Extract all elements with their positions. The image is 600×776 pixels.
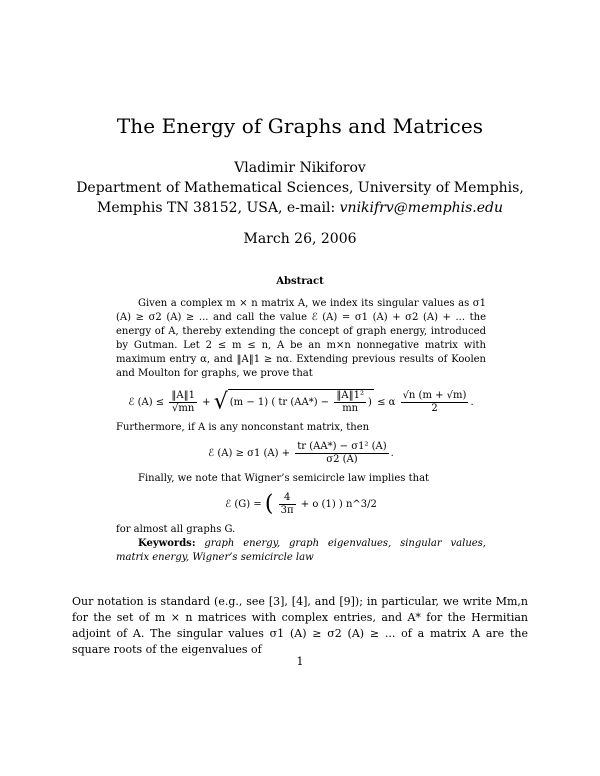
body-paragraph: Our notation is standard (e.g., see [3], [4], and [9]); in particular, we write Mm,n for the set of m × n matrices with complex entries, and A* for the Hermitian adjoint of A. The singular values σ1 (A) ≥ σ2 (A) ≥ ... of a matrix A are the square roots of the eigenvalues of — [72, 595, 528, 656]
eq1-lhs: ℰ (A) ≤ — [128, 397, 165, 408]
eq2-numerator: tr (AA*) − σ1² (A) — [297, 441, 387, 452]
eq1-frac2-numerator: ‖A‖1² — [336, 390, 364, 401]
eq1-frac1-numerator: ‖A‖1 — [171, 390, 195, 401]
paper-date: March 26, 2006 — [243, 231, 357, 247]
eq1-close: ) — [367, 397, 372, 408]
eq3-numerator: 4 — [279, 492, 296, 505]
eq3-rest: + o (1) ) n^3/2 — [300, 499, 377, 510]
author-address-line — [0, 198, 600, 218]
eq2-end: . — [390, 448, 394, 459]
author-affiliation: Department of Mathematical Sciences, University of Memphis, — [76, 180, 524, 196]
author-email: vnikifrv@memphis.edu — [339, 200, 503, 216]
eq2-fraction — [295, 441, 388, 466]
abstract-paragraph-2: Furthermore, if A is any nonconstant matrix, then — [116, 422, 370, 433]
eq3-fraction — [279, 492, 296, 517]
author-address: Memphis TN 38152, USA, e-mail: — [97, 200, 336, 216]
keywords-list: graph energy, graph eigenvalues, singular values, matrix energy, Wigner’s semicircle law — [116, 538, 486, 563]
eq3-denominator: 3π — [280, 505, 294, 516]
sqrt-icon: √ — [213, 389, 228, 415]
equation-1: ℰ (A) ≤ $\frac{‖A‖1}{√mn}$ + √ (m − 1) ( tr (AA*) − $\frac{\text{‖A‖1²}}{mn}$ ) ≤ α $\frac{√n (m + √m)}{2}$ . — [128, 389, 474, 415]
eq1-end: . — [470, 397, 474, 408]
eq1-fraction-1 — [169, 390, 197, 415]
eq1-mid: (m − 1) ( tr (AA*) − — [229, 397, 330, 408]
equation-2 — [116, 441, 486, 466]
eq1-frac3-denominator: 2 — [431, 403, 438, 414]
eq1-relation: ≤ α — [377, 397, 396, 408]
eq1-frac3-numerator: √n (m + √m) — [402, 390, 467, 401]
abstract — [116, 297, 486, 565]
keywords-line — [116, 537, 486, 565]
eq1-radicand — [228, 389, 374, 415]
abstract-paragraph-1: Given a complex m × n matrix A, we index its singular values as σ1 (A) ≥ σ2 (A) ≥ ... and call the value ℰ (A) = σ1 (A) + σ2 (A) + ... the energy of A, thereby extending the concept of graph energy, introduced by Gutman. Let 2 ≤ m ≤ n, A be an m×n nonnegative matrix with maximum entry α, and ‖A‖1 ≥ nα. Extending previous results of Koolen and Moulton for graphs, we prove that — [116, 298, 486, 379]
eq1-fraction-3 — [401, 390, 469, 415]
eq2-denominator: σ2 (A) — [326, 454, 358, 465]
eq1-frac1-denominator: √mn — [172, 403, 195, 414]
page-number: 1 — [296, 655, 304, 668]
abstract-paragraph-4: for almost all graphs G. — [116, 524, 236, 535]
author-block — [0, 158, 600, 218]
eq2-lhs: ℰ (A) ≥ σ1 (A) + — [208, 448, 291, 459]
eq1-fraction-2 — [334, 390, 366, 415]
author-name: Vladimir Nikiforov — [234, 160, 366, 176]
abstract-paragraph-3: Finally, we note that Wigner’s semicircle law implies that — [138, 473, 430, 484]
open-paren-icon: ( — [264, 491, 274, 517]
paper-title: The Energy of Graphs and Matrices — [116, 114, 484, 138]
eq1-frac2-denominator: mn — [342, 403, 359, 414]
eq3-lhs: ℰ (G) = — [225, 499, 262, 510]
equation-3 — [116, 492, 486, 517]
abstract-heading: Abstract — [276, 276, 324, 287]
keywords-label: Keywords: — [138, 538, 196, 549]
